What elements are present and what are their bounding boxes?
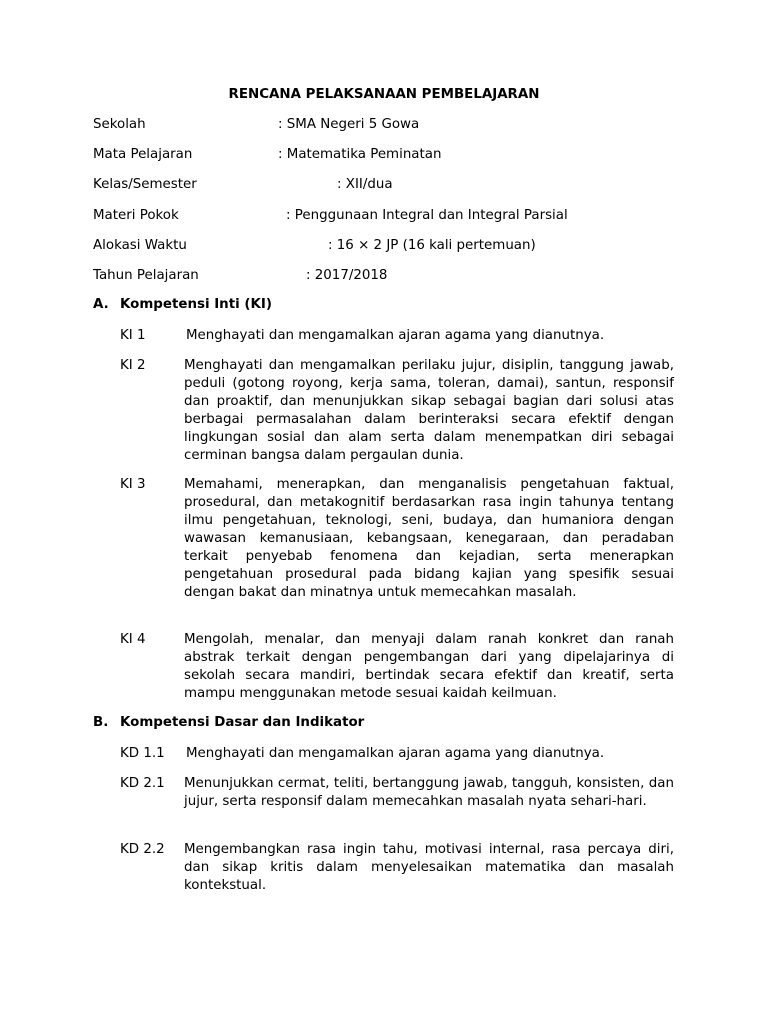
identity-row-class [93, 176, 393, 194]
section-a-heading [93, 296, 272, 314]
section-b-heading [93, 714, 364, 732]
item-text: Menghayati dan mengamalkan ajaran agama yang dianutnya. [186, 328, 605, 343]
item-text: Menunjukkan cermat, teliti, bertanggung jawab, tangguh, konsisten, dan jujur, serta responsif dalam memecahkan masalah nyata sehari-hari. [184, 776, 674, 809]
identity-row-subject [93, 146, 442, 164]
item-text: Mengolah, menalar, dan menyaji dalam ranah konkret dan ranah abstrak terkait dengan pengembangan dari yang dipelajarinya di sekolah secara mandiri, bertindak secara efektif dan kreatif, serta mampu menggunakan metode sesuai kaidah keilmuan. [184, 632, 674, 701]
section-letter: A. [93, 297, 109, 312]
identity-label: Materi Pokok [93, 208, 179, 223]
ki-1 [120, 327, 674, 345]
ki-3 [120, 476, 674, 602]
identity-row-time [93, 237, 536, 255]
identity-row-year [93, 267, 388, 285]
identity-label: Kelas/Semester [93, 177, 197, 192]
item-text: Menghayati dan mengamalkan ajaran agama yang dianutnya. [186, 746, 605, 761]
kd-2-1 [120, 775, 674, 811]
identity-label: Sekolah [93, 117, 146, 132]
identity-label: Tahun Pelajaran [93, 268, 199, 283]
identity-value: : 2017/2018 [306, 268, 388, 283]
identity-value: : XII/dua [337, 177, 393, 192]
section-letter: B. [93, 715, 109, 730]
ki-2 [120, 357, 674, 465]
identity-label: Mata Pelajaran [93, 147, 193, 162]
section-title: Kompetensi Dasar dan Indikator [120, 715, 365, 730]
item-code: KI 3 [120, 477, 146, 492]
item-code: KI 4 [120, 632, 146, 647]
identity-value: : Penggunaan Integral dan Integral Parsial [286, 208, 568, 223]
kd-2-2 [120, 841, 674, 895]
item-text: Menghayati dan mengamalkan perilaku jujur, disiplin, tanggung jawab, peduli (gotong royong, kerja sama, toleran, damai), santun, responsif dan proaktif, dan menunjukkan sikap sebagai bagian dari solusi atas berbagai permasalahan dalam berinteraksi secara efektif dengan lingkungan sosial dan alam serta dalam menempatkan diri sebagai cerminan bangsa dalam pergaulan dunia. [184, 358, 674, 463]
identity-row-school [93, 116, 420, 134]
kd-1-1 [120, 745, 674, 763]
item-text: Mengembangkan rasa ingin tahu, motivasi internal, rasa percaya diri, dan sikap kritis dalam menyelesaikan matematika dan masalah kontekstual. [184, 842, 674, 893]
identity-row-topic [93, 207, 568, 225]
item-code: KD 2.2 [120, 842, 165, 857]
item-text: Memahami, menerapkan, dan menganalisis pengetahuan faktual, prosedural, dan metakognitif berdasarkan rasa ingin tahunya tentang ilmu pengetahuan, teknologi, seni, budaya, dan humaniora dengan wawasan kemanusiaan, kebangsaan, kenegaraan, dan peradaban terkait penyebab fenomena dan kejadian, serta menerapkan pengetahuan prosedural pada bidang kajian yang spesifik sesuai dengan bakat dan minatnya untuk memecahkan masalah. [184, 477, 674, 600]
item-code: KI 1 [120, 328, 146, 343]
item-code: KD 2.1 [120, 776, 165, 791]
identity-value: : Matematika Peminatan [278, 147, 442, 162]
ki-4 [120, 631, 674, 703]
document-title: RENCANA PELAKSANAAN PEMBELAJARAN [228, 87, 540, 102]
identity-value: : SMA Negeri 5 Gowa [278, 117, 420, 132]
identity-value: : 16 × 2 JP (16 kali pertemuan) [328, 238, 536, 253]
item-code: KI 2 [120, 358, 146, 373]
identity-label: Alokasi Waktu [93, 238, 187, 253]
item-code: KD 1.1 [120, 746, 165, 761]
section-title: Kompetensi Inti (KI) [120, 297, 272, 312]
